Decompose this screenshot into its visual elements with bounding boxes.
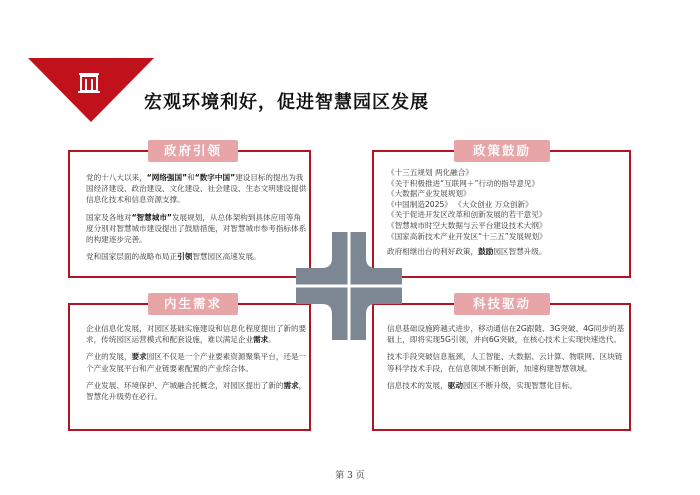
tech-paragraph: 信息基础设施跨越式进步，移动通信在2G跟随、3G突破、4G同步的基础上，即将实现5G引领，并向6G突破，在核心技术上实现快速迭代。 [387,324,625,345]
policy-item: 《国家高新技术产业开发区“十三五”发展规划》 [387,231,547,241]
policy-item: 《十三五规划 两化融合》 [387,168,473,177]
policy-text: 《十三五规划 两化融合》 《关于积极推进“互联网＋”行动的指导意见》 《大数据产业发展规划》 《中国制造2025》 《大众创业 万众创新》 《关于促进开发区改革和创新发展的若干意见》 《智慧城市时空大数据与云平台建设技术大纲》 《国家高新技术产业开发区“十三五”发展规划》 政府相继出台的利好政策，鼓励园区智慧升级。 [387,168,625,258]
tab-government-guidance: 政府引领 [148,140,238,162]
tech-text: 信息基础设施跨越式进步，移动通信在2G跟随、3G突破、4G同步的基础上，即将实现5G引领，并向6G突破，在核心技术上实现快速迭代。 技术手段突破信息瓶颈，人工智能、大数据、云计算、物联网、区块链等科学技术手段，在信息领域不断创新，加速构建智慧领域。 信息技术的发展，驱动园区不断升级，实现智慧化目标。 [387,324,625,390]
tab-internal-demand: 内生需求 [148,293,238,315]
building-icon [78,70,100,94]
tech-paragraph: 技术手段突破信息瓶颈，人工智能、大数据、云计算、物联网、区块链等科学技术手段，在信息领域不断创新，加速构建智慧领域。 [387,352,623,373]
policy-item: 《关于积极推进“互联网＋”行动的指导意见》 [387,178,540,188]
policy-item: 《关于促进开发区改革和创新发展的若干意见》 [387,210,547,220]
policy-item: 《大数据产业发展规划》 [387,189,471,199]
center-cross-emblem [296,232,402,340]
page-title: 宏观环境利好，促进智慧园区发展 [144,92,429,113]
page-number: 第 3 页 [335,471,365,481]
tab-tech-driven: 科技驱动 [454,293,550,315]
demand-text: 企业信息化发展，对园区基础实施建设和信息化程度提出了新的要求，传统园区运营模式和配套设施，难以满足企业需求。 产业的发展，要求园区不仅是一个产业要素资源聚集平台，还是一个产业发展平台和产业链要素配置的产业综合体。 产业发展、环境保护、产城融合托概念，对园区提出了新的需求，智慧化升级势在必行。 [86,324,307,402]
policy-item: 《中国制造2025》 《大众创业 万众创新》 [387,199,533,209]
gov-text: 党的十八大以来，“网络强国”和“数字中国”建设目标的提出为我国经济建设、政治建设、文化建设、社会建设、生态文明建设提供信息化技术和信息资源支撑。 国家及各地对“智慧城市”发展规划，从总体架构到具体应用等角度分别对智慧城市建设提出了鼓励措施，对智慧城市参考指标体系的构建逐步完善。 党和国家层面的战略布局正引领智慧园区高速发展。 [86,173,307,262]
tab-policy-encouragement: 政策鼓励 [454,140,550,162]
policy-item: 《智慧城市时空大数据与云平台建设技术大纲》 [387,220,547,230]
